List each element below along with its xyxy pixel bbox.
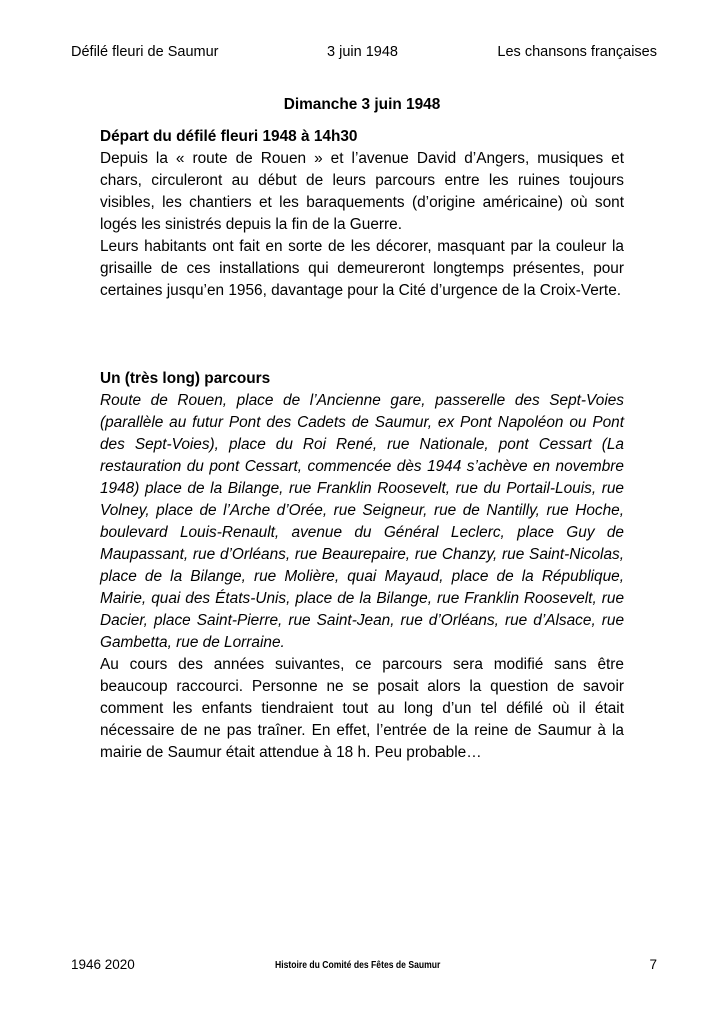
section-parcours <box>100 368 624 654</box>
section-suite <box>100 654 624 764</box>
footer-center: Histoire du Comité des Fêtes de Saumur <box>275 960 441 971</box>
page-number: 7 <box>649 957 657 972</box>
section-heading-depart: Départ du défilé fleuri 1948 à 14h30 <box>100 128 358 145</box>
page-footer <box>71 956 657 976</box>
paragraph-route: Route de Rouen, place de l’Ancienne gare, passerelle des Sept-Voies (parallèle au futur Pont des Cadets de Saumur, ex Pont Napoléon ou Pont des Sept-Voies), place du Roi René, rue Nationale, pont Cessart (La restauration du pont Cessart, commencée dès 1944 s’achève en novembre 1948) place de la Bilange, rue Franklin Roosevelt, rue du Portail-Louis, rue Volney, place de l’Arche d’Orée, rue Seigneur, rue de Nantilly, rue Hoche, boulevard Louis-Renault, avenue du Général Leclerc, place Guy de Maupassant, rue d’Orléans, rue Beaurepaire, rue Chanzy, rue Saint-Nicolas, place de la Bilange, rue Molière, quai Mayaud, place de la République, Mairie, quai des États-Unis, place de la Bilange, rue Franklin Roosevelt, rue Dacier, place Saint-Pierre, rue Saint-Jean, rue d’Orléans, rue d’Alsace, rue Gambetta, rue de Lorraine. <box>100 392 624 651</box>
paragraph-depart: Depuis la « route de Rouen » et l’avenue David d’Angers, musiques et chars, circuleront au début de leurs parcours entre les ruines toujours visibles, les chantiers et les baraquements (d’origine américaine) où sont logés les sinistrés depuis la fin de la Guerre. <box>100 150 624 233</box>
page-header <box>71 42 657 62</box>
header-left: Défilé fleuri de Saumur <box>71 44 219 60</box>
section-heading-parcours: Un (très long) parcours <box>100 370 271 387</box>
section-decorations <box>100 236 624 302</box>
paragraph-suite: Au cours des années suivantes, ce parcours sera modifié sans être beaucoup raccourci. Personne ne se posait alors la question de savoir comment les enfants tiendraient tout au long d’un tel défilé où il était nécessaire de ne pas traîner. En effet, l’entrée de la reine de Saumur à la mairie de Saumur était attendue à 18 h. Peu probable… <box>100 656 624 761</box>
section-depart <box>100 126 624 236</box>
header-right: Les chansons françaises <box>497 44 657 60</box>
footer-left: 1946 2020 <box>71 957 135 972</box>
header-center: 3 juin 1948 <box>327 44 398 60</box>
page-title: Dimanche 3 juin 1948 <box>283 96 441 113</box>
paragraph-decorations: Leurs habitants ont fait en sorte de les décorer, masquant par la couleur la grisaille de ces installations qui demeureront longtemps présentes, pour certaines jusqu’en 1956, davantage pour la Cité d’urgence de la Croix-Verte. <box>100 238 624 299</box>
